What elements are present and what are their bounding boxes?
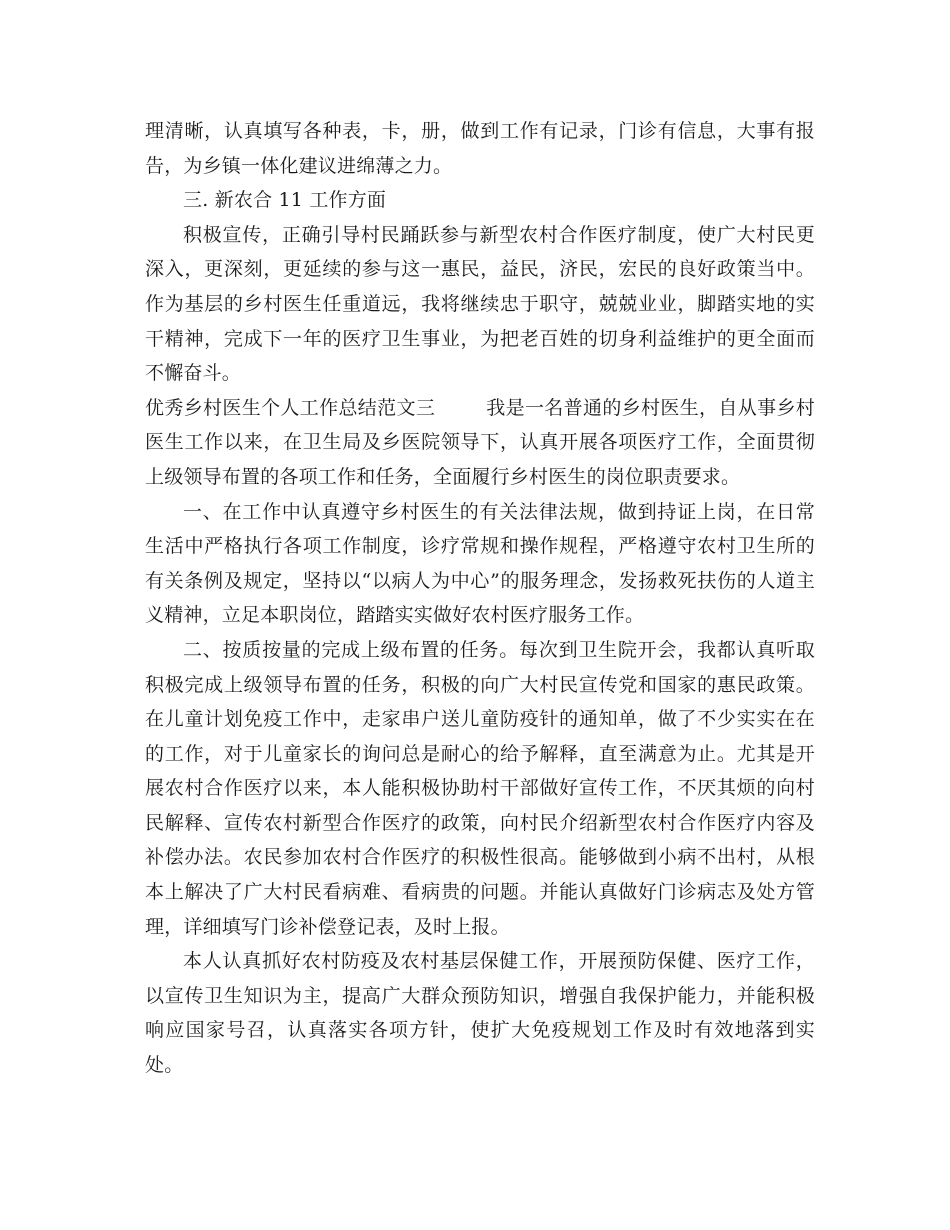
paragraph-publicity: 积极宣传，正确引导村民踊跃参与新型农村合作医疗制度，使广大村民更深入，更深刻，更延续的参与这一惠民，益民，济民，宏民的良好政策当中。作为基层的乡村医生任重道远，我将继续忠于职守，兢兢业业，脚踏实地的实干精神，完成下一年的医疗卫生事业，为把老百姓的切身利益维护的更全面而不懈奋斗。 bbox=[145, 223, 815, 385]
article-title: 优秀乡村医生个人工作总结范文三 bbox=[145, 396, 436, 419]
paragraph-point-one: 一、在工作中认真遵守乡村医生的有关法律法规，做到持证上岗，在日常生活中严格执行各项工作制度，诊疗常规和操作规程，严格遵守农村卫生所的有关条例及规定，坚持以“以病人为中心”的服务理念，发扬救死扶伤的人道主义精神，立足本职岗位，踏踏实实做好农村医疗服务工作。 bbox=[145, 500, 815, 627]
paragraph-prevention: 本人认真抓好农村防疫及农村基层保健工作，开展预防保健、医疗工作，以宣传卫生知识为主，提高广大群众预防知识，增强自我保护能力，并能积极响应国家号召，认真落实各项方针，使扩大免疫规划工作及时有效地落到实处。 bbox=[145, 950, 815, 1077]
section-heading-new-rural-cooperative: 三. 新农合 11 工作方面 bbox=[183, 189, 387, 212]
paragraph-article-three-intro bbox=[145, 391, 815, 495]
article-intro-text: 我是一名普通的乡村医生，自从事乡村医生工作以来，在卫生局及乡医院领导下，认真开展各项医疗工作，全面贯彻上级领导布置的各项工作和任务，全面履行乡村医生的岗位职责要求。 bbox=[145, 396, 815, 488]
title-gap bbox=[435, 397, 486, 419]
paragraph-continuation: 理清晰，认真填写各种表，卡，册，做到工作有记录，门诊有信息，大事有报告，为乡镇一体化建议进绵薄之力。 bbox=[145, 120, 815, 177]
paragraph-point-two: 二、按质按量的完成上级布置的任务。每次到卫生院开会，我都认真听取积极完成上级领导布置的任务，积极的向广大村民宣传党和国家的惠民政策。在儿童计划免疫工作中，走家串户送儿童防疫针的通知单，做了不少实实在在的工作，对于儿童家长的询问总是耐心的给予解释，直至满意为止。尤其是开展农村合作医疗以来，本人能积极协助村干部做好宣传工作，不厌其烦的向村民解释、宣传农村新型合作医疗的政策，向村民介绍新型农村合作医疗内容及补偿办法。农民参加农村合作医疗的积极性很高。能够做到小病不出村，从根本上解决了广大村民看病难、看病贵的问题。并能认真做好门诊病志及处方管理，详细填写门诊补偿登记表，及时上报。 bbox=[145, 638, 815, 938]
document-body bbox=[145, 114, 815, 1083]
